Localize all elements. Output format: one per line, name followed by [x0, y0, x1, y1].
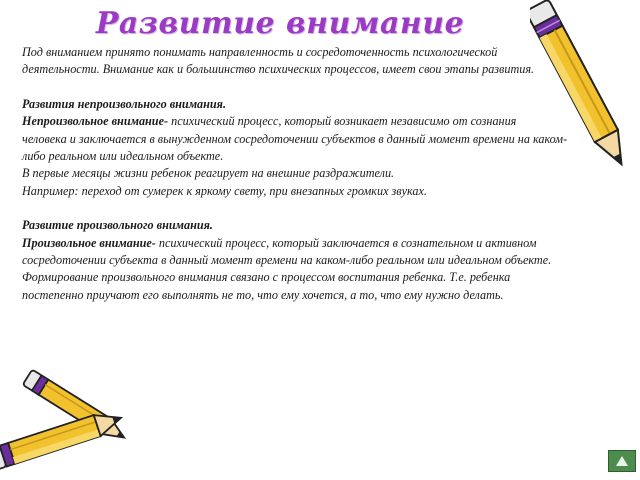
involuntary-line-5: Например: переход от сумерек к яркому свету, при внезапных громких звуках. — [22, 183, 427, 198]
involuntary-heading: Развития непроизвольного внимания. — [22, 96, 227, 111]
triangle-up-icon — [615, 455, 629, 467]
pencil-icon — [0, 355, 160, 480]
voluntary-line-1-rest: психический процесс, который заключается в сознательном и активном — [155, 235, 537, 250]
involuntary-line-1 — [22, 113, 602, 130]
involuntary-line-1-rest: психический процесс, который возникает независимо от сознания — [168, 114, 517, 129]
involuntary-line-4: В первые месяцы жизни ребенок реагирует на внешние раздражители. — [22, 166, 395, 181]
voluntary-heading: Развитие произвольного внимания. — [22, 218, 213, 233]
pencil-icon — [530, 0, 640, 190]
voluntary-term: Произвольное внимание- — [22, 235, 156, 250]
voluntary-line-2: сосредоточении субъекта в данный момент времени на каком-либо реальном или идеальном объекте. — [22, 253, 552, 268]
involuntary-line-3: либо реальном или идеальном объекте. — [22, 149, 224, 164]
voluntary-line-3: Формирование произвольного внимания связано с процессом воспитания ребенка. Т.е. ребенка — [22, 270, 511, 285]
intro-line-1: Под вниманием принято понимать направленность и сосредоточенность психологической — [22, 45, 498, 59]
voluntary-line-1 — [22, 235, 602, 252]
slide-title: Развитие внимание — [95, 6, 465, 41]
slide-content — [22, 44, 602, 304]
involuntary-term: Непроизвольное внимание- — [22, 114, 169, 129]
involuntary-line-2: человека и заключается в вынужденном сосредоточении субъектов в данный момент времени на каком- — [22, 131, 568, 146]
intro-line-2: деятельности. Внимание как и большинство психических процессов, имеет свои этапы развития. — [22, 62, 535, 77]
nav-button[interactable] — [608, 450, 636, 472]
voluntary-line-4: постепенно приучают его выполнять не то, что ему хочется, а то, что ему нужно делать. — [22, 287, 504, 302]
